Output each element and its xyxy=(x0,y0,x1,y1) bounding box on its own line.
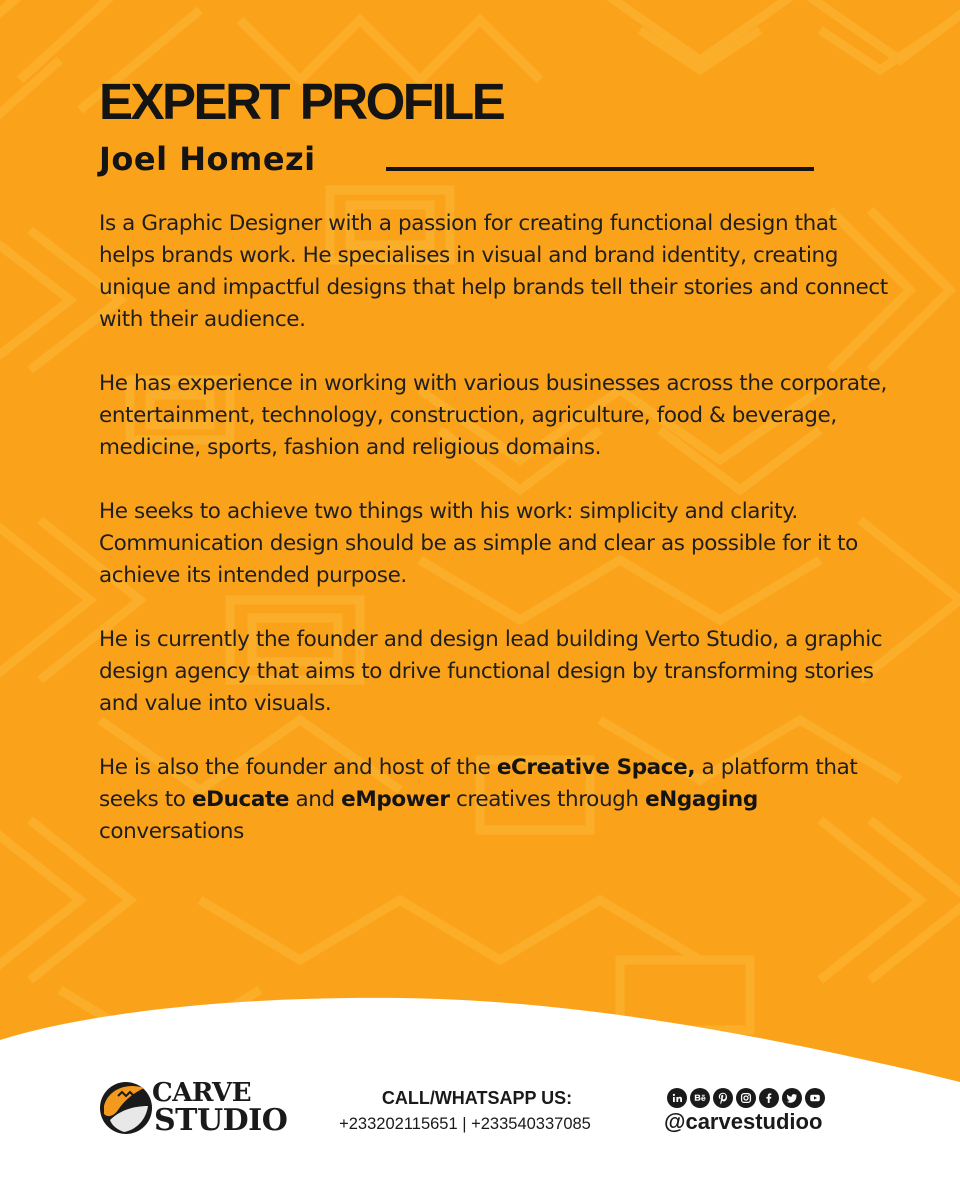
contact-label: CALL/WHATSAPP US: xyxy=(381,1088,573,1108)
linkedin-icon[interactable] xyxy=(667,1088,687,1108)
bio-highlight-educate: eDucate xyxy=(191,787,290,812)
bio-text xyxy=(99,208,889,848)
behance-icon[interactable] xyxy=(690,1088,710,1108)
bio-text-run: and xyxy=(289,787,342,812)
expert-name: Joel Homezi xyxy=(99,140,316,178)
social-icons xyxy=(667,1088,825,1110)
bio-paragraph-2: He has experience in working with various businesses across the corporate, entertainment, technology, construction, agriculture, food & beverage, medicine, sports, fashion and religious domains. xyxy=(99,371,887,460)
contact-phone-numbers[interactable]: +233202115651 | +233540337085 xyxy=(339,1115,591,1133)
name-divider xyxy=(386,167,814,171)
bio-text-run: conversations xyxy=(99,819,244,844)
logo-text-studio: STUDIO xyxy=(154,1103,288,1138)
social-handle[interactable]: @carvestudioo xyxy=(664,1109,823,1134)
youtube-icon[interactable] xyxy=(805,1088,825,1108)
carve-studio-logo xyxy=(96,1076,288,1138)
contact-block xyxy=(320,1086,610,1136)
logo-text-carve: CARVE xyxy=(152,1078,252,1108)
bio-paragraph-5 xyxy=(99,752,889,848)
pinterest-icon[interactable] xyxy=(713,1088,733,1108)
bio-highlight-engaging: eNgaging xyxy=(645,787,758,812)
instagram-icon[interactable] xyxy=(736,1088,756,1108)
bio-text-run: a platform that seeks to xyxy=(99,755,858,812)
bio-paragraph-1: Is a Graphic Designer with a passion for creating functional design that helps brands work. He specialises in visual and brand identity, creating unique and impactful designs that help brands tell their stories and connect with their audience. xyxy=(99,211,888,332)
page-title: EXPERT PROFILE xyxy=(99,73,504,130)
bio-highlight-empower: eMpower xyxy=(341,787,450,812)
bio-highlight-ecreative-space: eCreative Space, xyxy=(496,755,696,780)
twitter-icon[interactable] xyxy=(782,1088,802,1108)
facebook-icon[interactable] xyxy=(759,1088,779,1108)
carve-logo-mark-icon xyxy=(96,1076,156,1138)
bio-paragraph-4: He is currently the founder and design lead building Verto Studio, a graphic design agency that aims to drive functional design by transforming stories and value into visuals. xyxy=(99,627,883,716)
bio-text-run: creatives through xyxy=(449,787,646,812)
bio-paragraph-3: He seeks to achieve two things with his work: simplicity and clarity. Communication design should be as simple and clear as possible for it to achieve its intended purpose. xyxy=(99,499,858,588)
bio-text-run: He is also the founder and host of the xyxy=(99,755,497,780)
